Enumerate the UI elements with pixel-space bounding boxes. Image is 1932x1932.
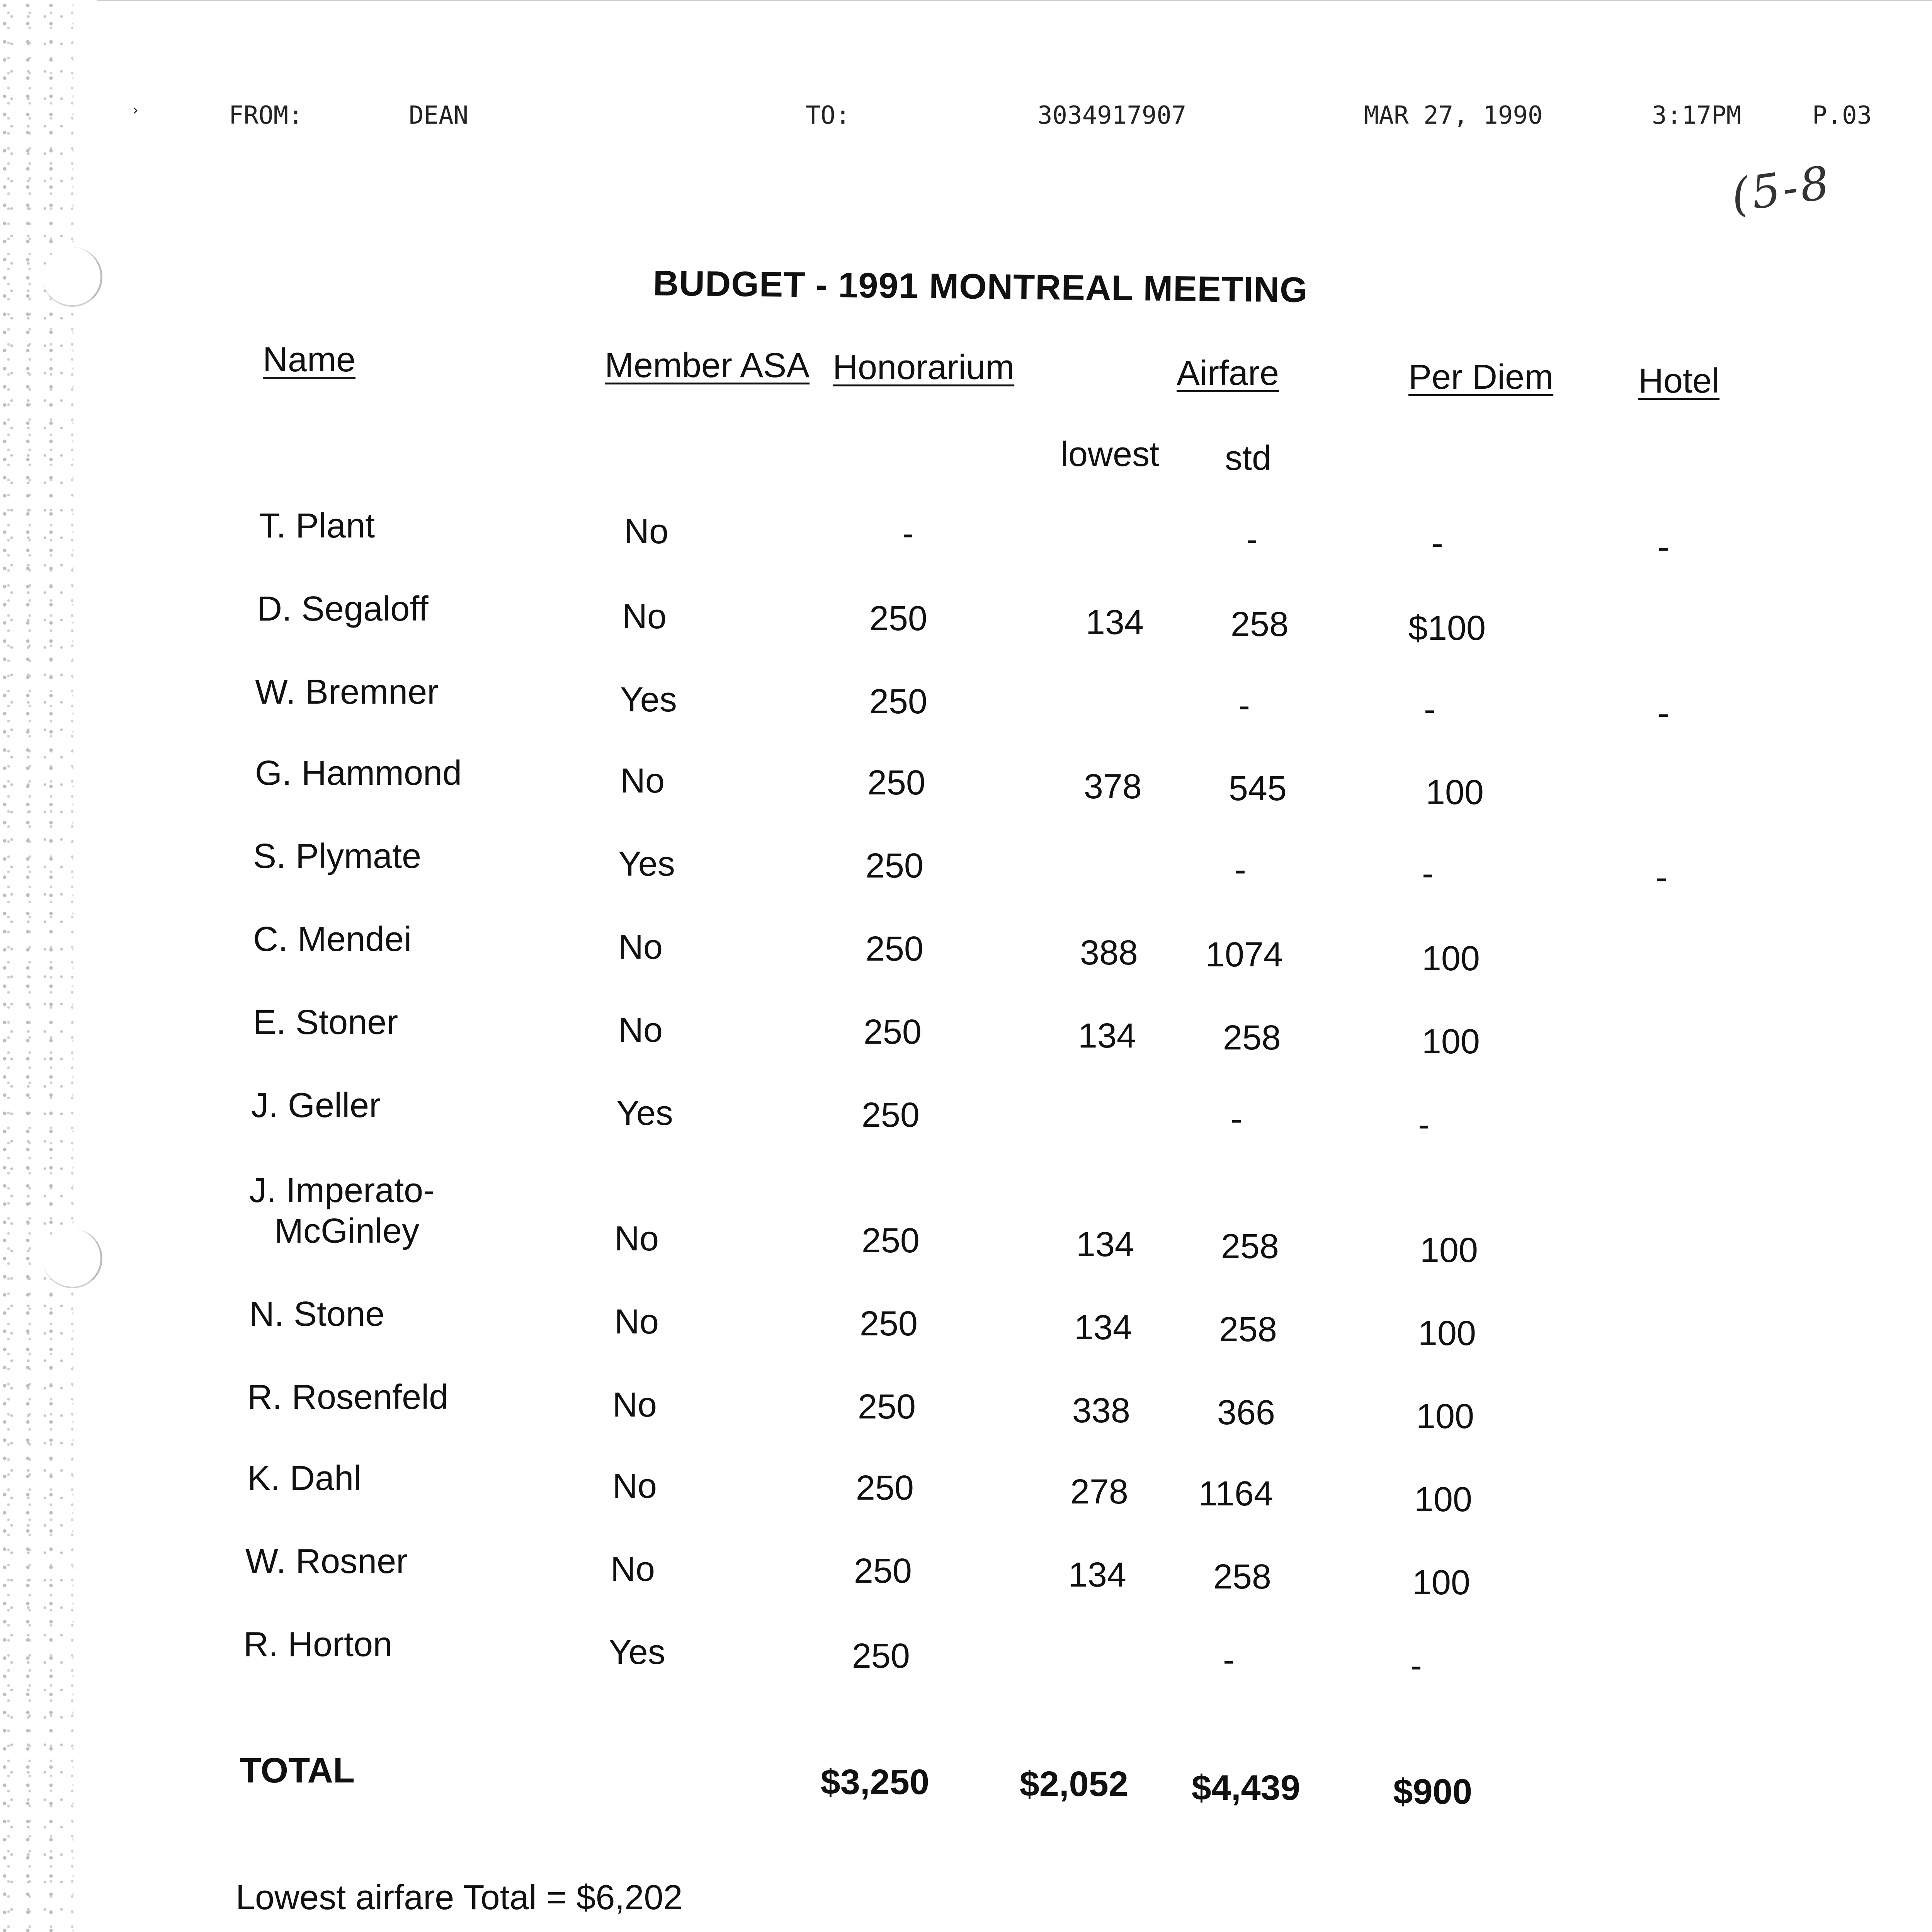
row-honorarium: 250	[869, 599, 927, 638]
total-airfare-lowest: $2,052	[1019, 1764, 1128, 1804]
row-name: W. Bremner	[255, 673, 439, 711]
row-airfare-std: 258	[1230, 605, 1289, 644]
row-airfare-std: -	[1231, 1100, 1242, 1138]
row-hotel: -	[1658, 528, 1669, 566]
row-airfare-lowest: 134	[1076, 1225, 1134, 1264]
row-name: W. Rosner	[245, 1542, 408, 1581]
row-airfare-std: 545	[1228, 769, 1287, 808]
row-name-continued: McGinley	[274, 1212, 420, 1250]
row-name: T. Plant	[259, 507, 375, 545]
row-airfare-std: 1074	[1205, 935, 1283, 974]
total-airfare-std: $4,439	[1191, 1768, 1300, 1808]
fax-from-label: FROM:	[229, 101, 303, 130]
row-per-diem: -	[1422, 854, 1434, 893]
document-title: BUDGET - 1991 MONTREAL MEETING	[653, 264, 1308, 310]
lowest-airfare-total: Lowest airfare Total = $6,202	[236, 1878, 683, 1917]
row-name: C. Mendei	[253, 920, 412, 959]
row-airfare-std: 258	[1213, 1558, 1271, 1596]
row-honorarium: 250	[857, 1388, 916, 1426]
row-honorarium: 250	[867, 764, 925, 802]
row-per-diem: -	[1432, 524, 1443, 563]
row-per-diem: 100	[1422, 939, 1480, 978]
fax-to-number: 3034917907	[1037, 101, 1187, 130]
handwritten-annotation: (5-8	[1728, 155, 1835, 223]
row-honorarium: 250	[865, 847, 923, 885]
row-name: K. Dahl	[247, 1459, 362, 1498]
fax-page-number: P.03	[1812, 101, 1872, 130]
row-name: J. Imperato-	[249, 1171, 435, 1210]
row-airfare-lowest: 338	[1072, 1391, 1130, 1430]
row-honorarium: 250	[859, 1304, 918, 1343]
row-honorarium: 250	[854, 1552, 912, 1590]
header-honorarium: Honorarium	[833, 348, 1015, 387]
row-name: R. Rosenfeld	[247, 1378, 449, 1417]
total-honorarium: $3,250	[820, 1762, 929, 1802]
row-member: No	[622, 597, 667, 636]
row-per-diem: -	[1418, 1105, 1430, 1144]
row-per-diem: 100	[1422, 1022, 1480, 1061]
row-airfare-std: 258	[1221, 1227, 1279, 1266]
row-member: No	[618, 928, 663, 966]
row-airfare-lowest: 278	[1070, 1473, 1128, 1511]
row-per-diem: -	[1424, 690, 1435, 729]
row-name: N. Stone	[249, 1295, 385, 1333]
total-label: TOTAL	[240, 1751, 355, 1790]
row-hotel: -	[1656, 858, 1667, 897]
row-member: Yes	[616, 1094, 673, 1133]
fax-header-bullet: ›	[131, 101, 140, 119]
header-airfare: Airfare	[1177, 354, 1279, 393]
row-per-diem: 100	[1418, 1314, 1476, 1353]
row-member: No	[614, 1303, 659, 1341]
row-member: Yes	[620, 680, 677, 719]
row-per-diem: 100	[1425, 773, 1484, 812]
row-honorarium: -	[902, 514, 914, 553]
row-honorarium: 250	[852, 1637, 910, 1675]
row-name: E. Stoner	[253, 1003, 398, 1042]
row-member: Yes	[609, 1633, 665, 1672]
row-airfare-std: -	[1238, 686, 1250, 725]
row-per-diem: -	[1410, 1646, 1422, 1685]
row-member: No	[624, 512, 669, 551]
row-per-diem: 100	[1412, 1563, 1470, 1602]
row-member: No	[620, 762, 665, 800]
header-hotel: Hotel	[1638, 362, 1720, 400]
row-airfare-lowest: 378	[1083, 767, 1142, 806]
row-honorarium: 250	[869, 682, 927, 721]
row-hotel: -	[1658, 694, 1669, 733]
row-per-diem: 100	[1420, 1231, 1478, 1270]
header-per-diem: Per Diem	[1408, 358, 1554, 396]
row-airfare-lowest: 134	[1074, 1308, 1132, 1347]
row-member: No	[612, 1386, 657, 1424]
fax-to-label: TO:	[806, 101, 850, 130]
row-airfare-lowest: 134	[1078, 1017, 1136, 1055]
row-member: No	[614, 1219, 659, 1258]
row-name: D. Segaloff	[257, 590, 429, 628]
header-member-asa: Member ASA	[605, 346, 810, 385]
total-per-diem: $900	[1393, 1772, 1472, 1811]
row-member: No	[611, 1550, 655, 1588]
row-airfare-std: 366	[1217, 1393, 1275, 1432]
fax-date: MAR 27, 1990	[1364, 101, 1543, 130]
row-name: R. Horton	[243, 1625, 393, 1664]
row-honorarium: 250	[861, 1096, 920, 1134]
subheader-std: std	[1225, 439, 1272, 478]
row-honorarium: 250	[865, 930, 923, 968]
row-name: J. Geller	[251, 1086, 381, 1125]
row-airfare-std: -	[1223, 1641, 1235, 1679]
row-honorarium: 250	[863, 1013, 922, 1051]
row-airfare-lowest: 134	[1068, 1556, 1126, 1594]
row-member: No	[612, 1467, 657, 1505]
subheader-lowest: lowest	[1061, 435, 1160, 474]
row-member: Yes	[618, 845, 675, 883]
row-airfare-lowest: 134	[1085, 603, 1144, 642]
row-airfare-lowest: 388	[1080, 934, 1138, 972]
fax-time: 3:17PM	[1652, 101, 1742, 130]
row-per-diem: $100	[1408, 609, 1486, 648]
row-airfare-std: -	[1235, 850, 1246, 889]
row-airfare-std: -	[1246, 520, 1258, 559]
row-honorarium: 250	[855, 1469, 914, 1507]
row-airfare-std: 258	[1219, 1310, 1277, 1349]
header-name: Name	[263, 340, 356, 379]
row-name: G. Hammond	[255, 754, 462, 793]
row-per-diem: 100	[1414, 1480, 1472, 1519]
row-per-diem: 100	[1416, 1397, 1474, 1436]
row-airfare-std: 1164	[1198, 1475, 1273, 1513]
row-name: S. Plymate	[253, 837, 422, 876]
row-member: No	[618, 1011, 663, 1049]
row-airfare-std: 258	[1223, 1019, 1281, 1057]
fax-from-value: DEAN	[409, 101, 469, 130]
row-honorarium: 250	[861, 1221, 920, 1260]
